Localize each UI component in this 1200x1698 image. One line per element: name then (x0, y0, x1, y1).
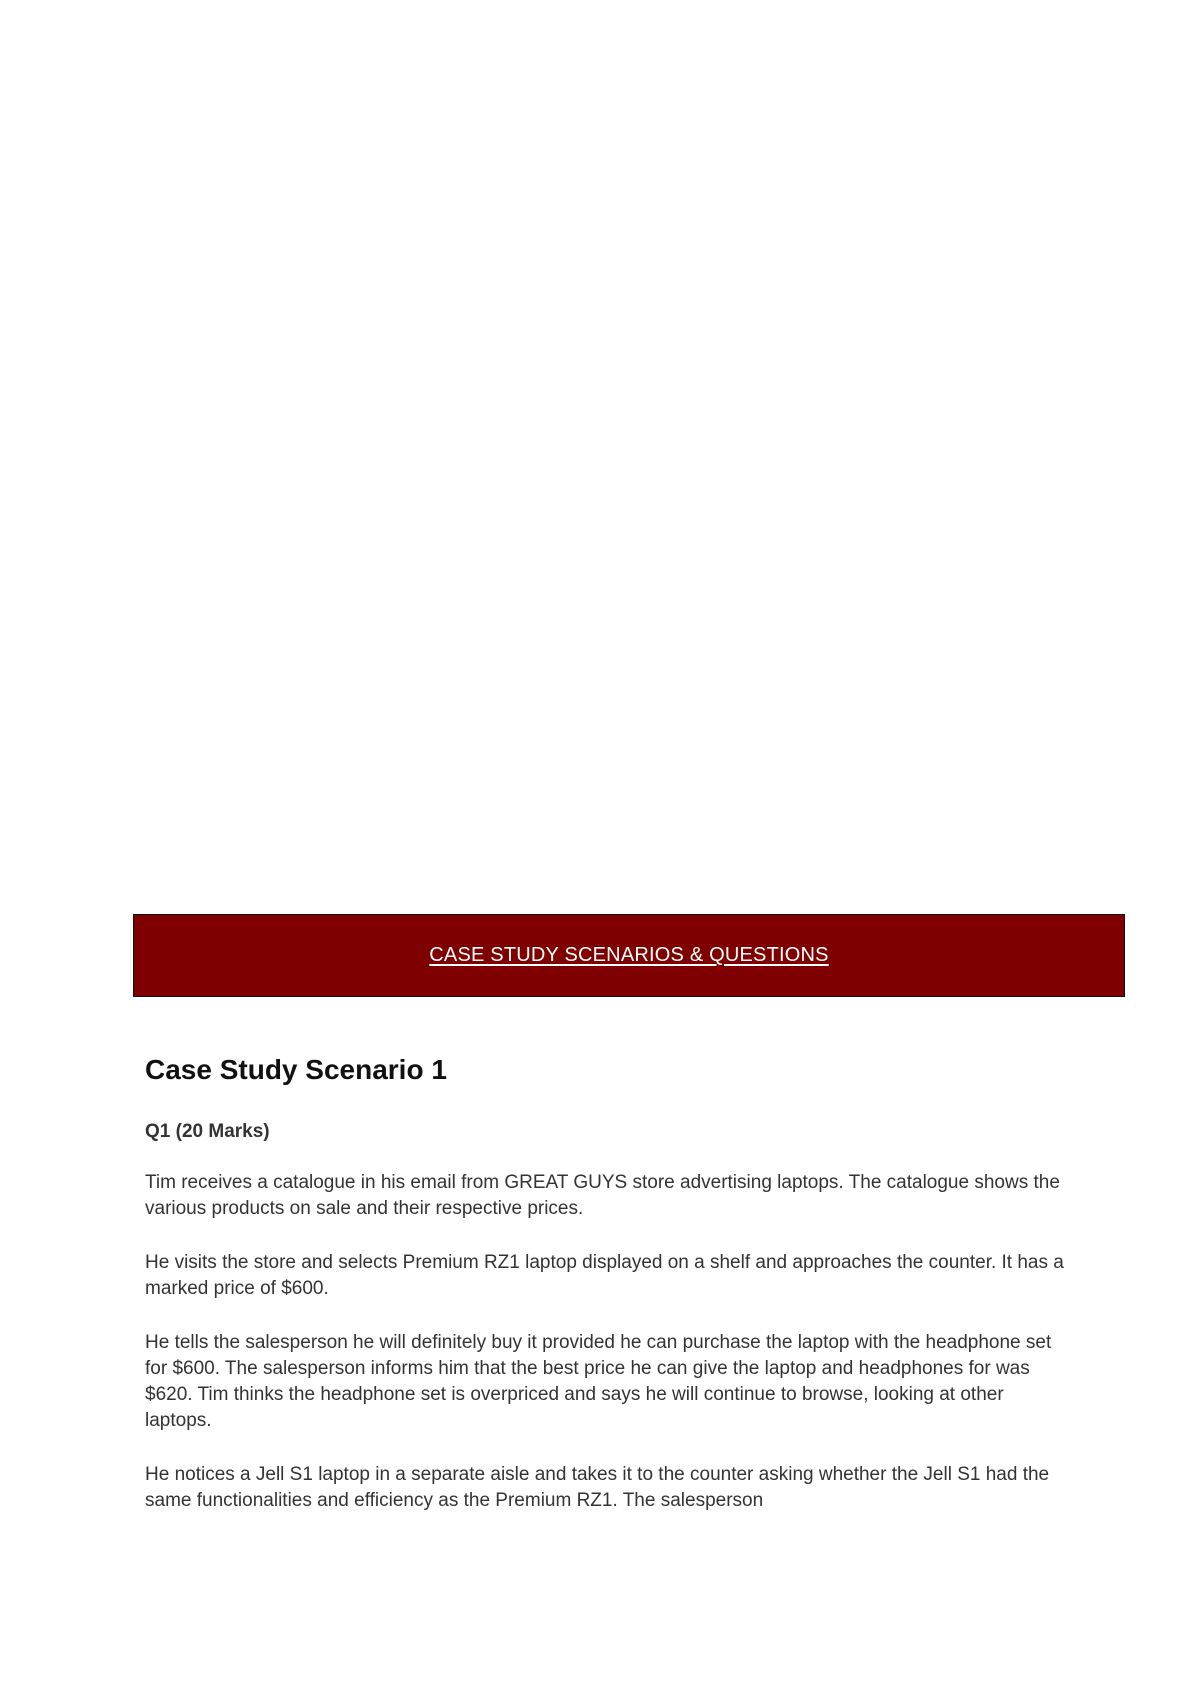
scenario-paragraph-1: Tim receives a catalogue in his email from GREAT GUYS store advertising laptops. The catalogue shows the various products on sale and their respective prices. (145, 1172, 1060, 1219)
scenario-content (145, 1048, 1075, 1542)
scenario-paragraph-3: He tells the salesperson he will definitely buy it provided he can purchase the laptop with the headphone set for $600. The salesperson informs him that the best price he can give the laptop and headphones for was $620. Tim thinks the headphone set is overpriced and says he will continue to browse, looking at other laptops. (145, 1332, 1052, 1431)
scenario-paragraph-4: He notices a Jell S1 laptop in a separate aisle and takes it to the counter asking whether the Jell S1 had the same functionalities and efficiency as the Premium RZ1. The salesperson (145, 1464, 1050, 1511)
question-label: Q1 (20 Marks) (145, 1121, 270, 1142)
banner-title: CASE STUDY SCENARIOS & QUESTIONS (429, 944, 829, 966)
scenario-heading: Case Study Scenario 1 (145, 1054, 447, 1085)
scenario-paragraph-2: He visits the store and selects Premium RZ1 laptop displayed on a shelf and approaches the counter. It has a marked price of $600. (145, 1252, 1064, 1299)
section-banner (133, 914, 1125, 997)
